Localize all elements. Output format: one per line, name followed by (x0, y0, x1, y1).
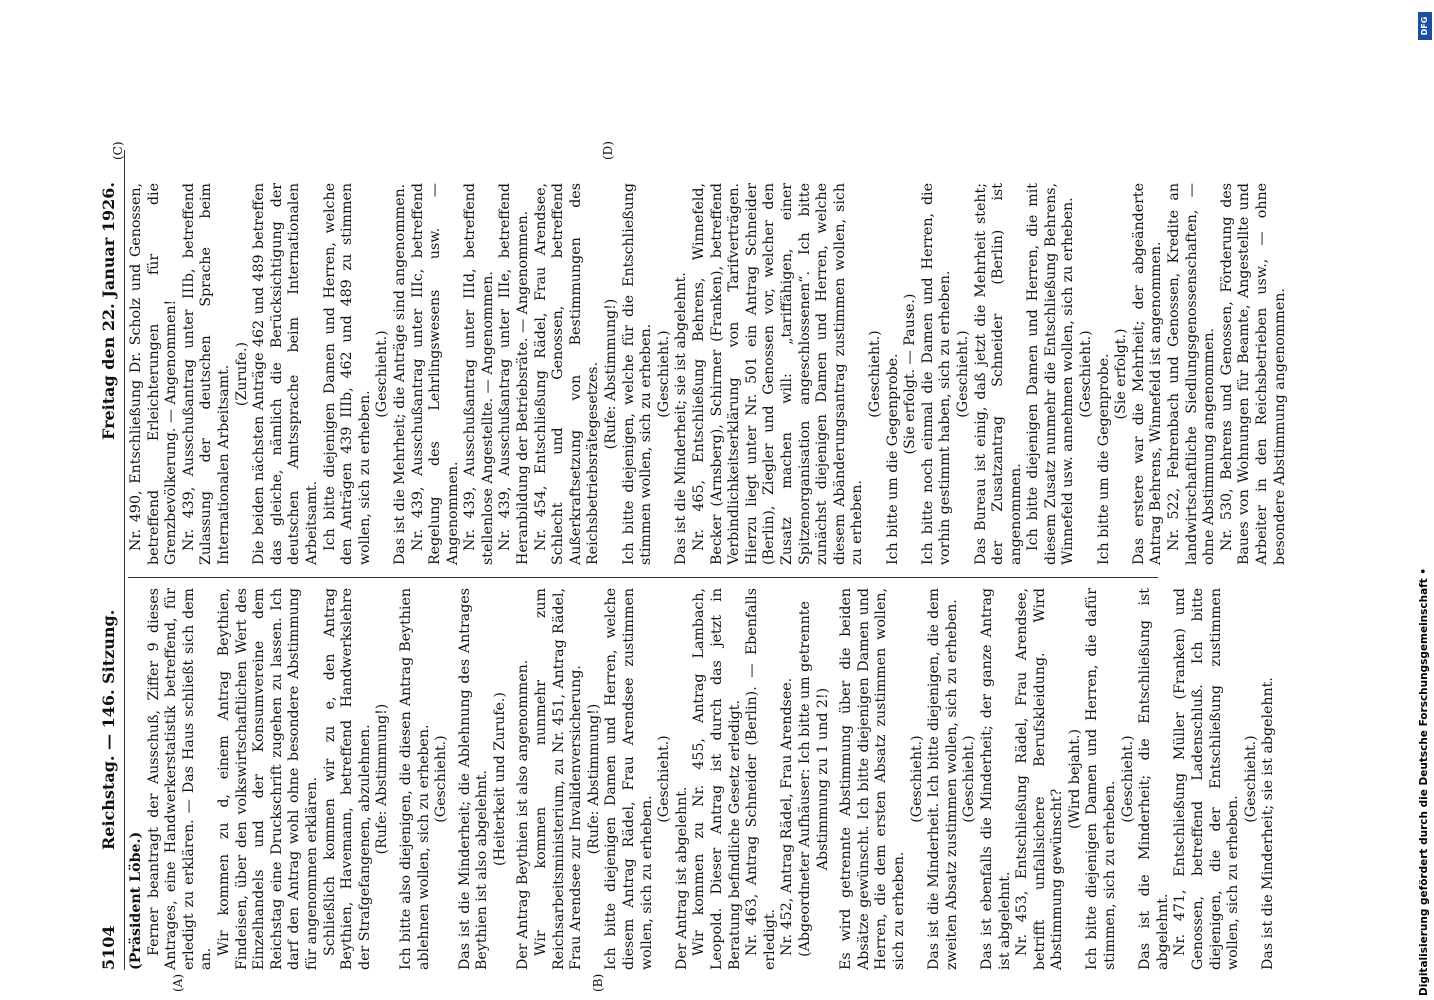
paragraph: Wir kommen zu d, einem Antrag Beythien, Findeisen, über den volkswirtschaftlichen Wert des Einzelhandels und der Konsumvereine dem Reichstag eine Druckschrift zugehen zu lassen. Ich darf den Antrag wohl ohne besondere Abstimmung für angenommen erklären. (215, 588, 320, 970)
dfg-logo (1418, 12, 1432, 40)
paragraph: Nr. 453, Entschließung Rädel, Frau Arendsee, betrifft unfallsichere Berufskleidung. Wird Abstimmung gewünscht? (1014, 588, 1066, 970)
interjection: (Wird bejaht.) (1066, 729, 1083, 829)
interjection: (Heiterkeit und Zurufe.) (491, 692, 508, 866)
header-session: Reichstag. — 146. Sitzung. (99, 609, 118, 850)
column-rule (128, 577, 1158, 578)
paragraph: Nr. 471, Entschließung Müller (Franken) und Genossen, betreffend Ladenschluß. Ich bitte diejenigen, die der Entschließung zustimmen wollen, sich zu erheben. (1172, 588, 1242, 970)
paragraph: Nr. 522, Fehrenbach und Genossen, Kredite an landwirtschaftliche Siedlungsgenossenschaften, — ohne Abstimmung angenommen. (1166, 183, 1218, 565)
paragraph: Nr. 439, Ausschußantrag unter IIIe, betreffend Heranbildung der Betriebsräte. — Angenommen. (497, 183, 532, 565)
paragraph: Ich bitte diejenigen Damen und Herren, die mit diesem Zusatz nunmehr die Entschließung Behrens, Winnefeld usw. annehmen wollen, sich zu erheben. (1025, 183, 1077, 565)
paragraph: Nr. 452, Antrag Rädel, Frau Arendsee. (779, 677, 796, 956)
paragraph: Es wird getrennte Abstimmung über die beiden Absätze gewünscht. Ich bitte diejenigen Damen und Herren, die dem ersten Absatz zustimmen wollen, sich zu erheben. (838, 588, 907, 970)
interjection: (Geschieht.) (961, 735, 978, 823)
paragraph: Die beiden nächsten Anträge 462 und 489 betreffen das gleiche, nämlich die Berücksichtigung der deutschen Amtssprache beim Internationalen Arbeitsamt. (251, 183, 320, 565)
paragraph: Wir kommen zu Nr. 455, Antrag Lambach, Leopold. Dieser Antrag ist durch das jetzt in Beratung befindliche Gesetz erledigt. (691, 588, 743, 970)
paragraph: Der Antrag ist abgelehnt. (673, 786, 690, 970)
paragraph: Das ist die Minderheit; die Ablehnung des Antrages Beythien ist also abgelehnt. (456, 588, 491, 970)
paragraph: Schließlich kommen wir zu e, den Antrag Beythien, Havemann, betreffend Handwerkslehre der Strafgefangenen, abzulehnen. (321, 588, 373, 970)
paragraph: Nr. 463, Antrag Schneider (Berlin). — Ebenfalls erledigt. (744, 588, 778, 970)
paragraph: Der Antrag Beythien ist also angenommen. (515, 659, 532, 970)
paragraph: Nr. 439, Ausschußantrag unter IIId, betreffend stellenlose Angestellte. — Angenommen. (462, 183, 496, 565)
paragraph: Ich bitte diejenigen Damen und Herren, die dafür stimmen, sich zu erheben. (1084, 588, 1119, 970)
page-number: 5104 (99, 925, 118, 970)
paragraph: Ich bitte diejenigen Damen und Herren, welche den Anträgen 439 IIIb, 462 und 489 zu stimmen wollen, sich zu erheben. (321, 183, 373, 565)
paragraph: Nr. 465, Entschließung Behrens, Winnefeld, Becker (Arnsberg), Schirmer (Franken), betreffend Verbindlichkeitserklärung von Tarifverträgen. Hierzu liegt unter Nr. 501 ein Antrag Schneider (Berlin), Ziegler und Genossen vor, welcher den Zusatz machen will: „tariffähigen, einer Spitzenorganisation angeschlossenen“. Ich bitte zunächst diejenigen Damen und Herren, welche diesem Abänderungsantrag zustimmen wollen, sich zu erheben. (691, 183, 866, 565)
interjection: (Sie erfolgt.) (1113, 328, 1130, 420)
credit-text: Digitalisierung gefördert durch die Deutsche Forschungsgemeinschaft • (1418, 567, 1430, 996)
paragraph: Das Bureau ist einig, daß jetzt die Mehrheit steht; der Zusatzantrag Schneider (Berlin) ist angenommen. (972, 183, 1024, 565)
interjection: (Zurufe.) (233, 341, 250, 407)
paragraph: Ich bitte also diejenigen, die diesen Antrag Beythien ablehnen wollen, sich zu erheben. (397, 588, 432, 970)
paragraph: Das ist ebenfalls die Minderheit; der ganze Antrag ist abgelehnt. (978, 588, 1013, 970)
interjection: (Geschieht.) (954, 330, 971, 418)
paragraph: Das ist die Minderheit; sie ist abgelehnt. (1260, 677, 1277, 970)
paragraph: Ferner beantragt der Ausschuß, Ziffer 9 dieses Antrages, eine Handwerkerstatistik betreffend, für erledigt zu erklären. — Das Haus schließt sich dem an. (145, 588, 215, 970)
interjection: (Geschieht.) (1078, 330, 1095, 418)
paragraph: Wir kommen nunmehr zum Reichsarbeitsministerium, zu Nr. 451, Antrag Rädel, Frau Arendsee zur Invalidenversicherung. (533, 588, 585, 970)
right-column (128, 183, 1289, 565)
paragraph: Das ist die Minderheit; sie ist abgelehnt. (673, 272, 690, 565)
interjection: (Geschieht.) (655, 330, 672, 418)
speaker-note: (Präsident Löbe.) (128, 831, 144, 970)
interjection: (Geschieht.) (908, 735, 925, 823)
paragraph: Das erstere war die Mehrheit; der abgeänderte Antrag Behrens, Winnefeld ist angenommen. (1130, 183, 1165, 565)
paragraph: Das ist die Minderheit; die Entschließung ist abgelehnt. (1137, 588, 1171, 970)
interjection: (Sie erfolgt. — Pause.) (902, 293, 919, 455)
left-column (128, 588, 1278, 970)
interjection: (Rufe: Abstimmung!) (603, 298, 620, 450)
paragraph: Nr. 439, Ausschußantrag unter IIIb, betreffend Zulassung der deutschen Sprache beim Internationalen Arbeitsamt. (180, 183, 232, 565)
interjection: (Rufe: Abstimmung!) (374, 703, 391, 855)
interjection: (Geschieht.) (374, 330, 391, 418)
margin-mark-c: (C) (111, 141, 125, 160)
paragraph: Nr. 454, Entschließung Rädel, Frau Arendsee, Schlecht und Genossen, betreffend Außerkraftsetzung von Bestimmungen des Reichsbetriebsrätegesetzes. (532, 183, 602, 565)
paragraph: Ich bitte diejenigen, welche für die Entschließung stimmen wollen, sich zu erheben. (620, 183, 655, 565)
paragraph: Das ist die Mehrheit; die Anträge sind angenommen. (391, 183, 408, 565)
paragraph: Nr. 490, Entschließung Dr. Scholz und Genossen, betreffend Erleichterungen für die Grenzbevölkerung. — Angenommen! (128, 183, 180, 565)
paragraph: Ich bitte um die Gegenprobe. (884, 353, 901, 565)
paragraph: Ich bitte diejenigen Damen und Herren, welche diesem Antrag Rädel, Frau Arendsee zustimmen wollen, sich zu erheben. (603, 588, 655, 970)
document-page (100, 130, 1330, 990)
interjection: (Rufe: Abstimmung!) (585, 703, 602, 855)
digitization-credit (1418, 6, 1434, 996)
paragraph: Das ist die Minderheit. Ich bitte diejenigen, die dem zweiten Absatz zustimmen wollen, sich zu erheben. (926, 588, 960, 970)
margin-mark-a: (A) (171, 973, 185, 992)
interjection: (Geschieht.) (656, 735, 673, 823)
header-date: Freitag den 22. Januar 1926. (99, 182, 118, 440)
margin-mark-d: (D) (601, 141, 615, 160)
paragraph: Nr. 439, Ausschußantrag unter IIIc, betreffend Regelung des Lehrlingswesens usw. — Angenommen. (409, 183, 461, 565)
interjection: (Abgeordneter Aufhäuser: Ich bitte um getrennte Abstimmung zu 1 und 2!) (796, 601, 831, 957)
paragraph: Nr. 530, Behrens und Genossen, Förderung des Baues von Wohnungen für Beamte, Angestellte und Arbeiter in den Reichsbetrieben usw., — ohne besondere Abstimmung angenommen. (1218, 183, 1288, 565)
interjection: (Geschieht.) (1119, 735, 1136, 823)
paragraph: Ich bitte um die Gegenprobe. (1095, 353, 1112, 565)
interjection: (Geschieht.) (1242, 735, 1259, 823)
margin-mark-b: (B) (591, 973, 605, 992)
paragraph: Ich bitte noch einmal die Damen und Herren, die vorhin gestimmt haben, sich zu erheben. (919, 183, 954, 565)
interjection: (Geschieht.) (433, 735, 450, 823)
page-header (100, 150, 122, 970)
interjection: (Geschieht.) (866, 330, 883, 418)
dfg-logo-text: DFG (1420, 16, 1429, 36)
header-rule (124, 150, 125, 970)
